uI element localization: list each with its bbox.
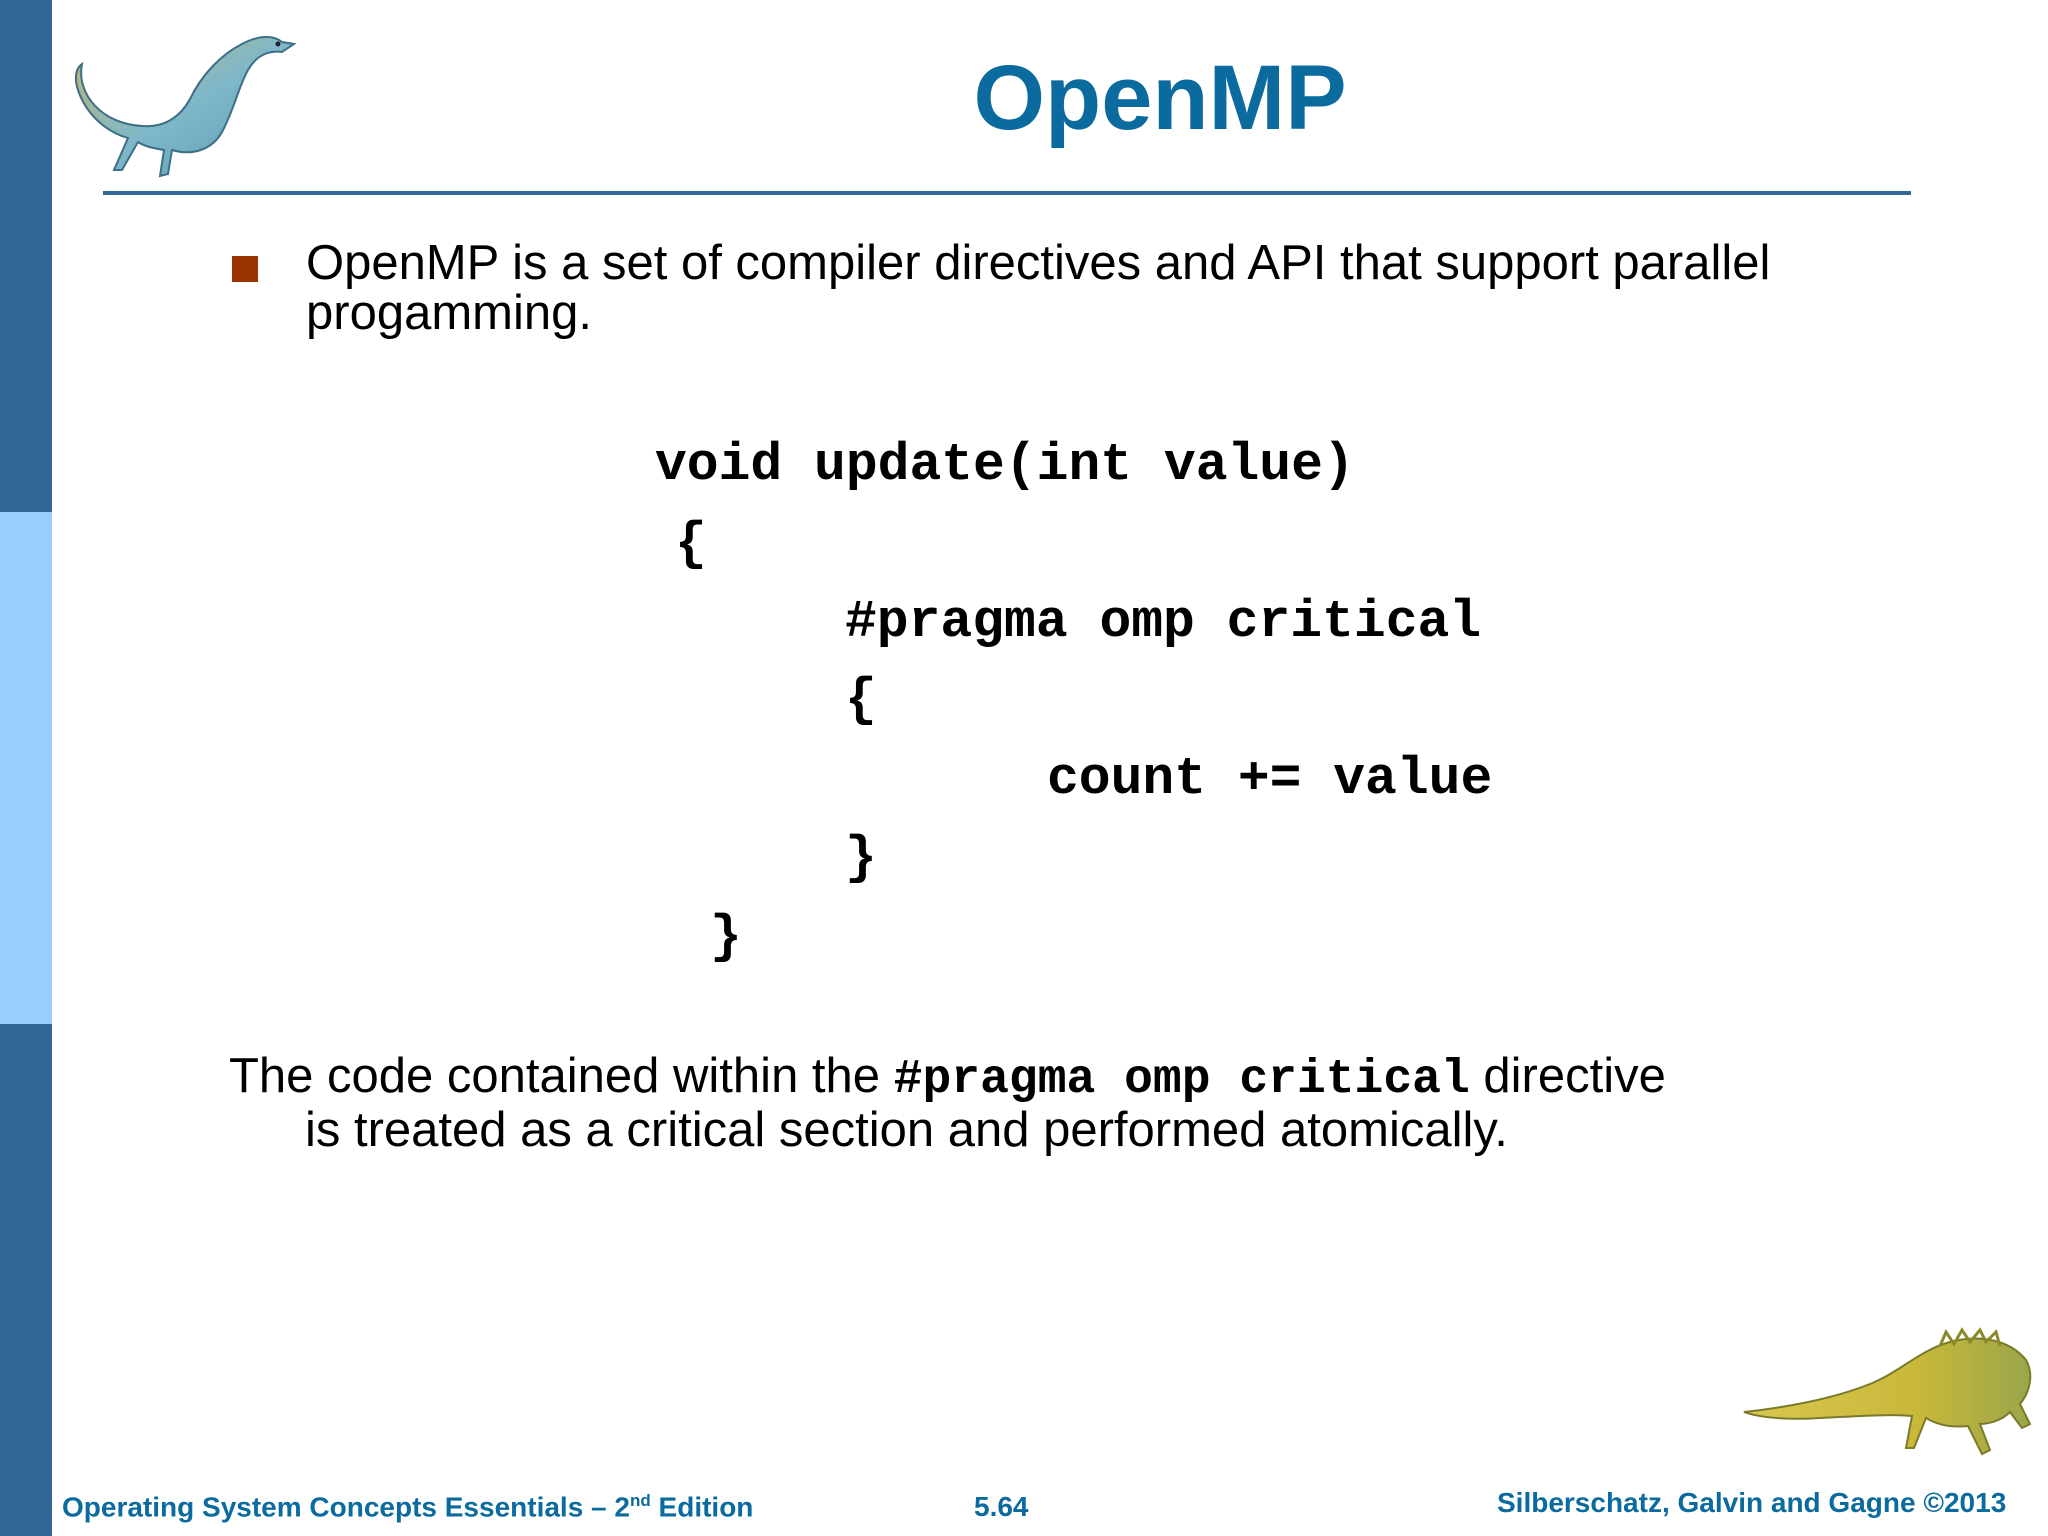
title-divider — [103, 191, 1911, 195]
code-line-2: { — [675, 514, 707, 574]
note-line-2: is treated as a critical section and performed atomically. — [305, 1103, 1508, 1157]
footer-book-title — [62, 1491, 753, 1523]
sidebar-segment-top — [0, 0, 52, 512]
code-line-7: } — [710, 907, 742, 967]
footer-edition-sup: nd — [629, 1491, 651, 1510]
sidebar-segment-bottom — [0, 1024, 52, 1536]
note-text-after: directive — [1469, 1049, 1666, 1103]
explanation-note — [229, 1051, 1849, 1155]
code-line-4: { — [845, 670, 877, 730]
dinosaur-icon — [1740, 1320, 2036, 1476]
footer-edition-text: Edition — [650, 1491, 754, 1523]
dinosaur-icon — [72, 14, 312, 190]
page-title: OpenMP — [973, 47, 1347, 149]
code-line-1: void update(int value) — [655, 435, 1355, 495]
footer-authors: Silberschatz, Galvin and Gagne ©2013 — [1497, 1487, 2007, 1518]
note-text-before: The code contained within the — [229, 1049, 894, 1103]
code-line-5: count += value — [1047, 749, 1493, 809]
page-number: 5.64 — [974, 1491, 1029, 1522]
code-line-3: #pragma omp critical — [845, 592, 1482, 652]
footer-book-text: Operating System Concepts Essentials – 2 — [62, 1491, 630, 1523]
note-code: #pragma omp critical — [893, 1053, 1470, 1107]
code-line-6: } — [845, 828, 877, 888]
bullet-square-icon — [232, 256, 258, 282]
bullet-text: OpenMP is a set of compiler directives and API that support parallel progamming. — [306, 236, 1771, 340]
sidebar-segment-middle — [0, 512, 52, 1024]
sidebar-stripe — [0, 0, 52, 1536]
